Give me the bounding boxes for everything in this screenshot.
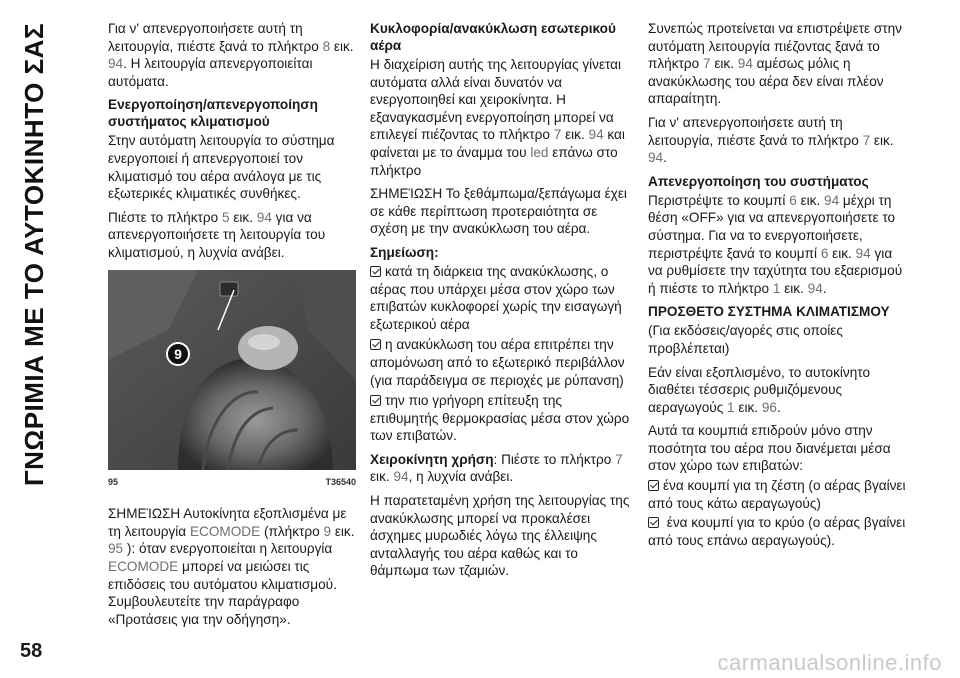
checkbox-bullet-icon (370, 266, 381, 277)
ecomode-button (220, 282, 238, 296)
paragraph: Εάν είναι εξοπλισμένο, το αυτοκίνητο διαθέτει τέσσερις ρυθμιζόμενους αεραγωγούς 1 εικ. 96. (648, 364, 871, 415)
paragraph: Συνεπώς προτείνεται να επιστρέψετε στην αυτόματη λειτουργία πιέζοντας ξανά το πλήκτρο 7 εικ. 94 αμέσως μόλις η ανακύκλωσης του αέρα δεν είναι πλέον απαραίτητη. (648, 21, 902, 107)
note-item: η ανακύκλωση του αέρα επιτρέπει την απομόνωση από το εξωτερικό περιβάλλον (για παράδειγμα σε περιοχές με ρύπανση) (370, 337, 625, 388)
column-2 (370, 20, 630, 586)
section-heading-recirculation: Κυκλοφορία/ανακύκλωση εσωτερικού αέρα (370, 21, 616, 53)
column-1 (108, 20, 356, 634)
section-heading-system-off: Απενεργοποίηση του συστήματος (648, 173, 869, 189)
list-item: ένα κουμπί για τη ζέστη (ο αέρας βγαίνει από τους κάτω αεραγωγούς) (648, 478, 906, 511)
paragraph: (Για εκδόσεις/αγορές στις οποίες προβλέπεται) (648, 323, 843, 356)
manual-use-paragraph: Χειροκίνητη χρήση: Πιέστε το πλήκτρο 7 εικ. 94, η λυχνία ανάβει. (370, 451, 623, 485)
paragraph: Η παρατεταμένη χρήση της λειτουργίας της ανακύκλωσης μπορεί να προκαλέσει άσχημες μυρωδιές λόγω της έλλειψης ανταλλαγής του αέρα καθώς και το θάμπωμα των τζαμιών. (370, 493, 630, 579)
ecomode-note: ΣΗΜΕΊΩΣΗ Αυτοκίνητα εξοπλισμένα με τη λειτουργία ECOMODE (πλήκτρο 9 εικ. 95 ): όταν ενεργοποιείται η λειτουργία ECOMODE μπορεί να μειώσει τις επιδόσεις του αυτόματου κλιματισμού. Συμβουλευτείτε την παράγραφο «Προτάσεις για την οδήγηση». (108, 506, 355, 627)
note-item: την πιο γρήγορη επίτευξη της επιθυμητής θερμοκρασίας μέσα στον χώρο των επιβατών. (370, 393, 630, 444)
figure-code: T36540 (325, 476, 356, 487)
paragraph: Περιστρέψτε το κουμπί 6 εικ. 94 μέχρι τη θέση «OFF» για να απενεργοποιήσετε το σύστημα. Για να το ενεργοποιήσετε, περιστρέψτε ξανά το κουμπί 6 εικ. 94 για να ρυθμίσετε την ταχύτητα του εξαερισμού ή πιέστε το πλήκτρο 1 εικ. 94. (648, 192, 903, 296)
chapter-side-title (12, 24, 58, 484)
checkbox-bullet-icon (648, 480, 659, 491)
callout-number: 9 (174, 345, 182, 362)
checkbox-bullet-icon (370, 395, 381, 406)
page-number: 58 (20, 640, 43, 662)
section-heading-ac-toggle: Ενεργοποίηση/απενεργοποίηση συστήματος κλιματισμού (108, 97, 318, 130)
column-3 (648, 20, 910, 555)
paragraph: Η διαχείριση αυτής της λειτουργίας γίνεται αυτόματα αλλά είναι δυνατόν να ενεργοποιηθεί και χειροκίνητα. Η εξαναγκασμένη ενεργοποίηση μπορεί να επιλεγεί πιέζοντας το πλήκτρο 7 εικ. 94 και φαίνεται με το άναμμα του led επάνω στο πλήκτρο (370, 57, 625, 178)
checkbox-bullet-icon (648, 517, 659, 528)
notes-heading: Σημείωση: (370, 244, 439, 260)
intro-paragraph: Για ν' απενεργοποιήσετε αυτή τη λειτουργία, πιέστε ξανά το πλήκτρο 8 εικ. 94. Η λειτουργία απενεργοποιείται αυτόματα. (108, 21, 354, 89)
paragraph: Πιέστε το πλήκτρο 5 εικ. 94 για να απενεργοποιήσετε τη λειτουργία του κλιματισμού, η λυχνία ανάβει. (108, 209, 326, 260)
chapter-title-text: ΓΝΩΡΙΜΙΑ ΜΕ ΤΟ ΑΥΤΟΚΙΝΗΤΟ ΣΑΣ (19, 22, 50, 486)
paragraph: Αυτά τα κουμπιά επιδρούν μόνο στην ποσότητα του αέρα που διανέμεται μέσα στον χώρο των επιβατών: (648, 423, 891, 474)
list-item: ένα κουμπί για το κρύο (ο αέρας βγαίνει από τους επάνω αεραγωγούς). (648, 515, 906, 548)
figure-95-gear-lever-photo (108, 270, 356, 470)
section-heading-additional-ac: ΠΡΟΣΘΕΤΟ ΣΥΣΤΗΜΑ ΚΛΙΜΑΤΙΣΜΟΥ (648, 304, 890, 320)
paragraph: Για ν' απενεργοποιήσετε αυτή τη λειτουργία, πιέστε ξανά το πλήκτρο 7 εικ. 94. (648, 114, 894, 166)
paragraph: ΣΗΜΕΊΩΣΗ Το ξεθάμπωμα/ξεπάγωμα έχει σε κάθε περίπτωση προτεραιότητα σε σχέση με την ανακύκλωση του αέρα. (370, 186, 627, 237)
figure-number: 95 (108, 476, 119, 487)
dashboard-photo-illustration (108, 270, 356, 470)
paragraph: Στην αυτόματη λειτουργία το σύστημα ενεργοποιεί ή απενεργοποιεί τον κλιματισμό του αέρα ανάλογα με τις εξωτερικές κλιματικές συνθήκες. (108, 133, 335, 202)
checkbox-bullet-icon (370, 339, 381, 350)
figure-caption (108, 474, 356, 492)
watermark: carmanualsonline.info (717, 650, 942, 675)
note-item: κατά τη διάρκεια της ανακύκλωσης, ο αέρας που υπάρχει μέσα στον χώρο των επιβατών κυκλοφορεί χωρίς την εισαγωγή εξωτερικού αέρα (370, 263, 622, 332)
